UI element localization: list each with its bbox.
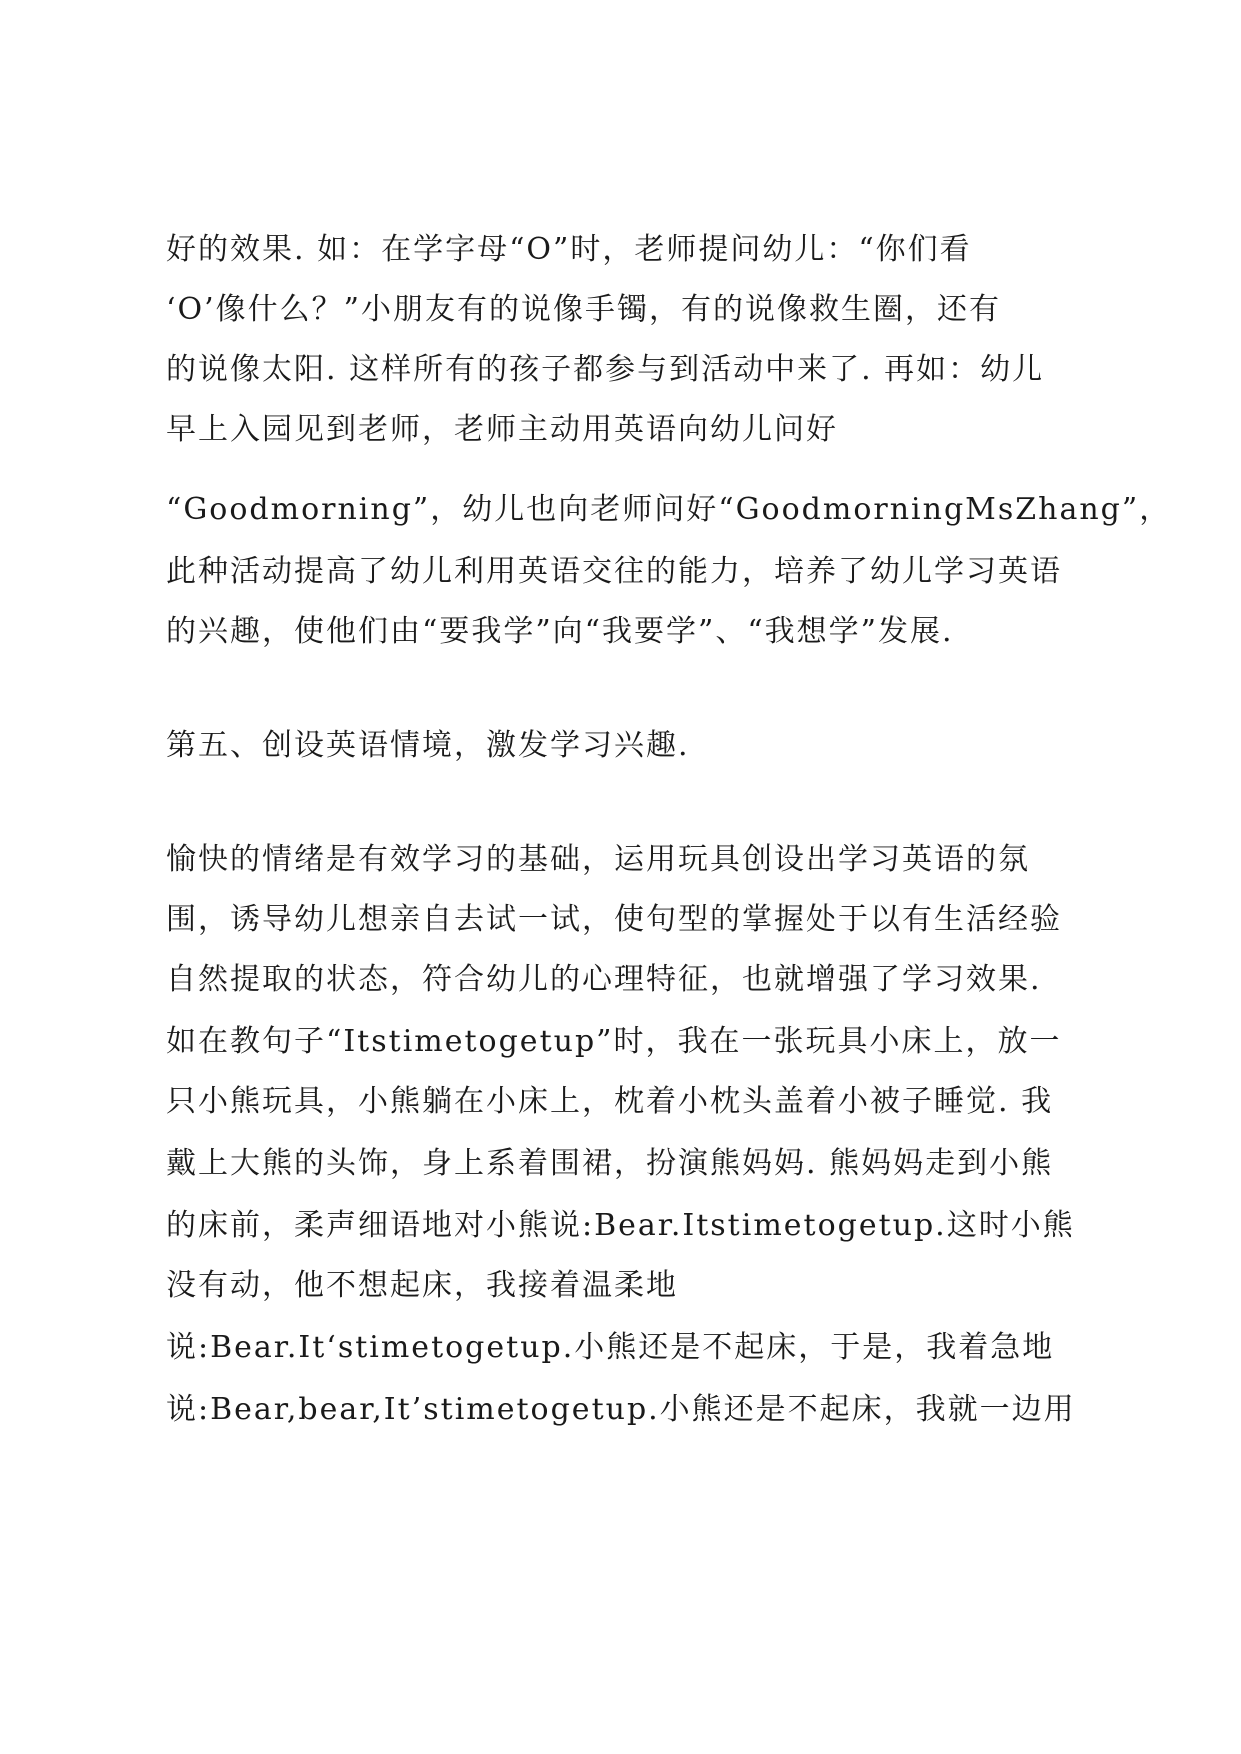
text-line: 如在教句子“Itstimetogetup”时，我在一张玩具小床上，放一 <box>166 1024 1062 1059</box>
text-line: 围，诱导幼儿想亲自去试一试，使句型的掌握处于以有生活经验 <box>166 902 1062 937</box>
text-line: 好的效果. 如：在学字母“O”时，老师提问幼儿：“你们看 <box>166 232 972 267</box>
section-heading: 第五、创设英语情境，激发学习兴趣. <box>166 728 690 763</box>
text-line: 说:Bear.It‘stimetogetup.小熊还是不起床，于是，我着急地 <box>166 1330 1055 1365</box>
text-line: 只小熊玩具，小熊躺在小床上，枕着小枕头盖着小被子睡觉. 我 <box>166 1084 1054 1119</box>
text-line: 愉快的情绪是有效学习的基础，运用玩具创设出学习英语的氛 <box>166 842 1030 877</box>
text-line: 的说像太阳. 这样所有的孩子都参与到活动中来了. 再如：幼儿 <box>166 352 1045 387</box>
text-line: ‘O’像什么？”小朋友有的说像手镯，有的说像救生圈，还有 <box>166 292 1002 327</box>
text-line: 没有动，他不想起床，我接着温柔地 <box>166 1268 678 1303</box>
text-line: 的兴趣，使他们由“要我学”向“我要学”、“我想学”发展. <box>166 614 954 649</box>
text-line: 说:Bear,bear,It’stimetogetup.小熊还是不起床，我就一边用 <box>166 1392 1076 1427</box>
text-line: 此种活动提高了幼儿利用英语交往的能力，培养了幼儿学习英语 <box>166 554 1062 589</box>
text-line: 的床前，柔声细语地对小熊说:Bear.Itstimetogetup.这时小熊 <box>166 1208 1075 1243</box>
text-line: 戴上大熊的头饰，身上系着围裙，扮演熊妈妈. 熊妈妈走到小熊 <box>166 1146 1054 1181</box>
text-line: 自然提取的状态，符合幼儿的心理特征，也就增强了学习效果. <box>166 962 1042 997</box>
text-line: 早上入园见到老师，老师主动用英语向幼儿问好 <box>166 412 838 447</box>
text-line: “Goodmorning”，幼儿也向老师问好“GoodmorningMsZhang”， <box>166 492 1172 527</box>
